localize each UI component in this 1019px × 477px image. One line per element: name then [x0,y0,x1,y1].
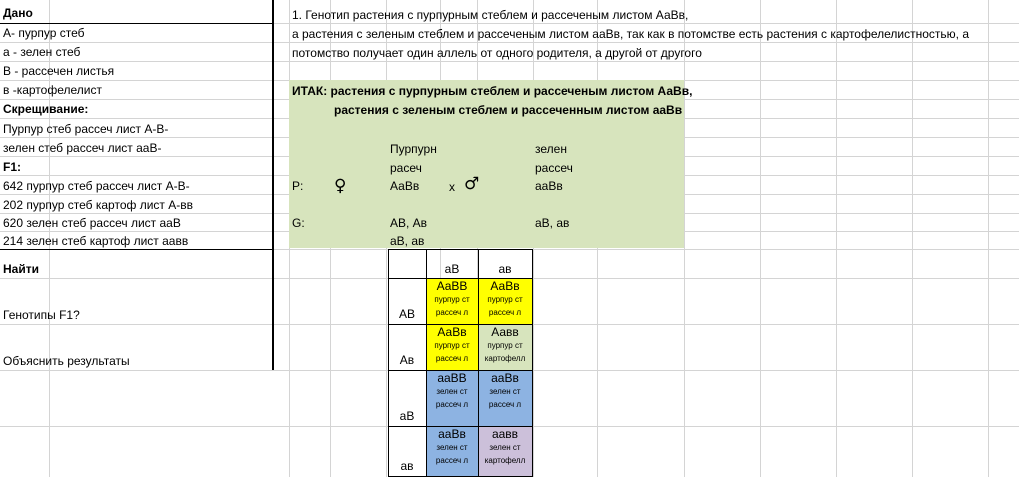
mother-phenotype-1: Пурпурн [390,142,437,156]
punnett-cell-stem: пурпур ст [487,341,523,350]
itak-line-2: растения с зеленым стеблем и рассеченным листом ааВв [334,103,683,117]
find-explain: Объяснить результаты [3,354,130,368]
punnett-cell-stem: пурпур ст [434,295,470,304]
find-genotypes: Генотипы F1? [3,308,80,322]
given-row: 642 пурпур стеб рассеч лист А-В- [3,179,190,193]
punnett-cell [478,370,532,426]
punnett-cell [478,324,532,370]
punnett-cell [426,370,478,426]
punnett-cell-leaf: рассеч л [435,308,469,317]
given-row: а - зелен стеб [3,45,81,59]
punnett-cell-stem: зелен ст [489,387,521,396]
given-row: 620 зелен стеб рассеч лист ааВ [3,216,181,230]
given-row: F1: [3,160,21,174]
punnett-cell-stem: зелен ст [436,387,468,396]
punnett-cell-leaf: рассеч л [488,400,522,409]
given-row: 202 пурпур стеб картоф лист А-вв [3,198,193,212]
punnett-cell-leaf: рассеч л [435,400,469,409]
punnett-cell-genotype: Аавв [491,325,519,339]
punnett-row-header: Ав [399,353,415,367]
parents-label: P: [292,179,304,193]
punnett-cell [426,426,478,476]
mother-phenotype-2: расеч [390,161,422,175]
solution-line-2: а растения с зеленым стеблем и рассеченым листом ааВв, так как в потомстве есть растения с картофелелистностью, а [292,27,969,41]
given-title: Дано [3,6,33,20]
punnett-cell [426,324,478,370]
punnett-row-header: аВ [399,409,415,423]
mother-genotype: АаВв [390,179,420,193]
punnett-cell [478,278,532,324]
find-title: Найти [3,262,39,276]
cross-symbol: x [449,180,455,194]
punnett-cell-genotype: АаВв [437,325,467,339]
given-border-title [0,23,274,24]
given-row: В - рассечен листья [3,64,115,78]
punnett-cell-leaf: рассеч л [435,456,469,465]
punnett-cell-leaf: картофелл [484,354,526,363]
given-row: зелен стеб рассеч лист ааВ- [3,141,162,155]
gametes-label: G: [292,216,305,230]
punnett-cell-leaf: рассеч л [488,308,522,317]
father-phenotype-1: зелен [535,142,567,156]
mother-gametes-2: аВ, ав [390,234,425,248]
father-genotype: ааВв [535,179,563,193]
given-border-right [272,0,274,370]
punnett-col-header: аВ [444,262,460,276]
itak-line-1: ИТАК: растения с пурпурным стеблем и рассеченым листом АаВв, [292,84,693,98]
punnett-cell-stem: зелен ст [436,443,468,452]
punnett-cell [478,426,532,476]
punnett-cell-stem: пурпур ст [434,341,470,350]
punnett-cell-leaf: рассеч л [435,354,469,363]
given-row: А- пурпур стеб [3,26,85,40]
female-symbol-icon: ♀ [334,176,347,196]
punnett-cell-genotype: АаВв [490,279,520,293]
mother-gametes-1: АВ, Ав [390,216,428,230]
given-row: в -картофелелист [3,83,102,97]
given-row: 214 зелен стеб картоф лист аавв [3,234,189,248]
punnett-cell-genotype: аавв [491,427,519,441]
solution-line-3: потомство получает один аллель от одного родителя, а другой от другого [292,46,702,60]
punnett-cell-genotype: ааВВ [437,371,467,385]
punnett-row-header: ав [400,459,414,473]
given-border-bottom [0,249,274,250]
punnett-cell [426,278,478,324]
father-gametes: аВ, ав [535,216,570,230]
male-symbol-icon: ♂ [464,174,480,194]
given-row: Пурпур стеб рассеч лист А-В- [3,122,169,136]
punnett-cell-genotype: ааВв [491,371,519,385]
punnett-cell-genotype: ааВв [438,427,466,441]
solution-line-1: 1. Генотип растения с пурпурным стеблем и рассеченым листом АаВв, [292,8,689,22]
punnett-col-header: ав [498,262,512,276]
punnett-row-header: АВ [398,307,415,321]
punnett-cell-stem: зелен ст [489,443,521,452]
given-row: Скрещивание: [3,102,89,116]
punnett-cell-genotype: АаВВ [436,279,468,293]
punnett-cell-leaf: картофелл [484,456,526,465]
punnett-cell-stem: пурпур ст [487,295,523,304]
father-phenotype-2: рассеч [535,161,573,175]
